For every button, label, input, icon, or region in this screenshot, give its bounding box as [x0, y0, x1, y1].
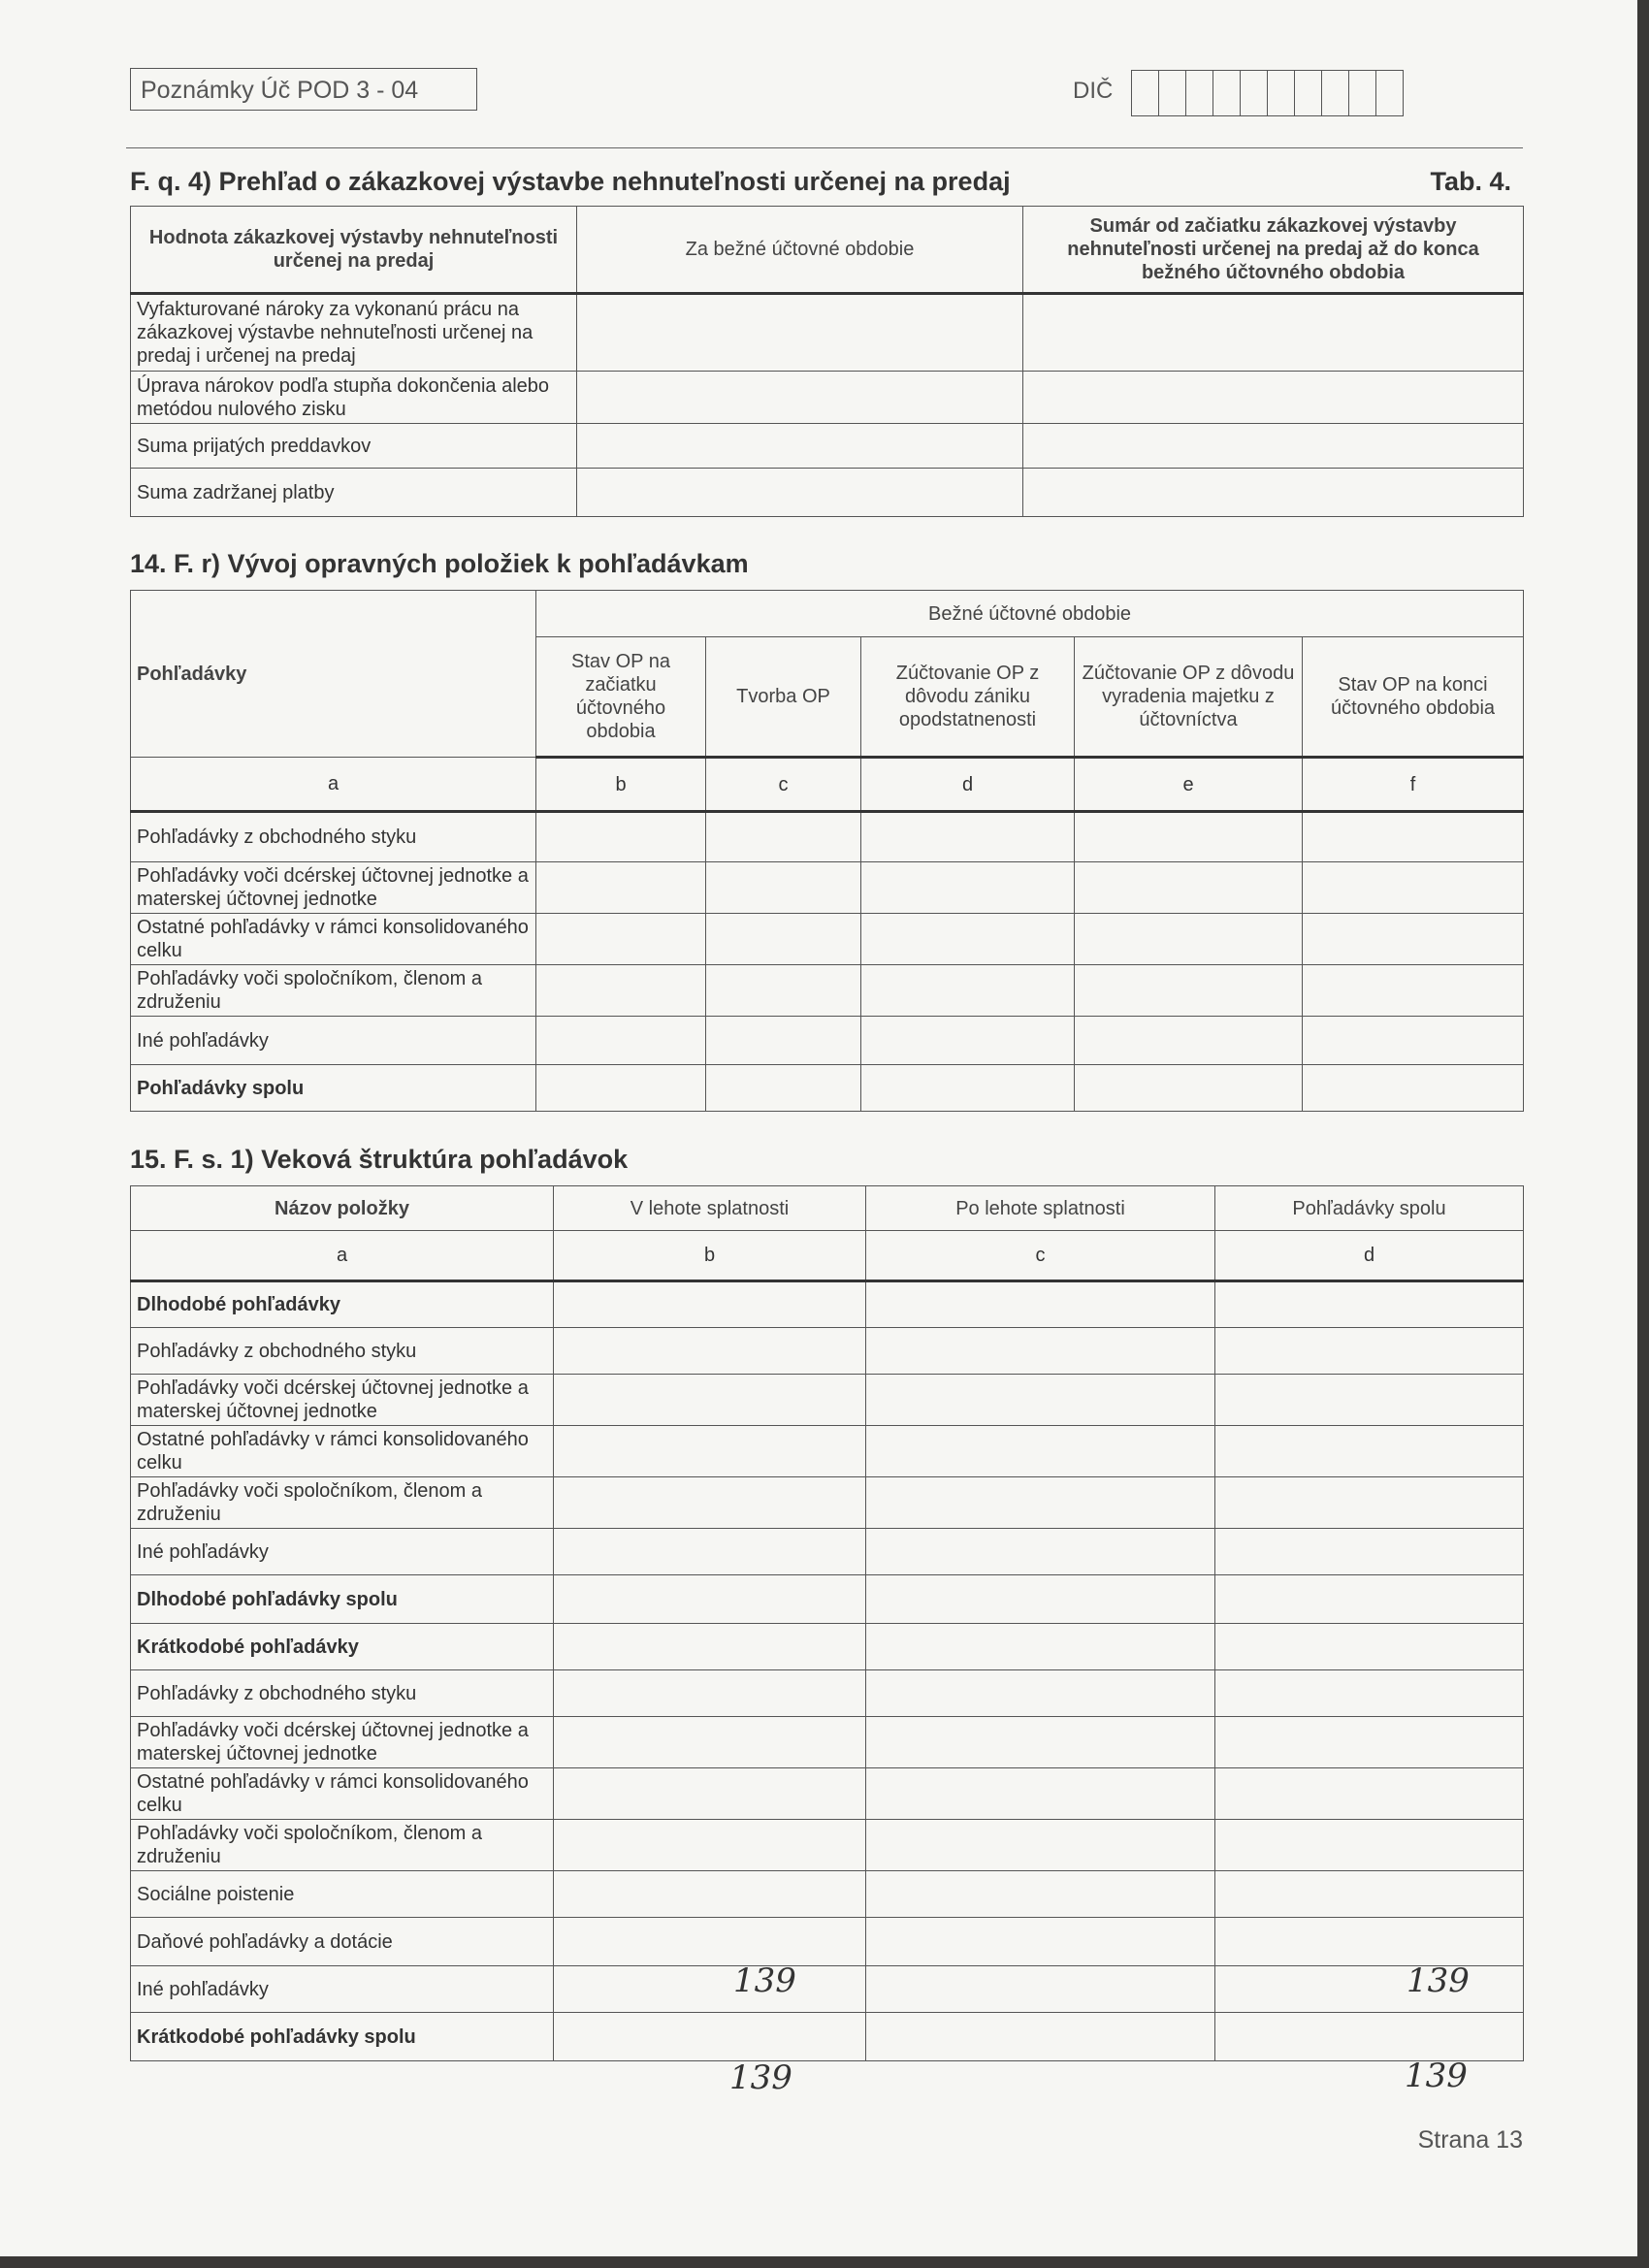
- col-header-settlement-disposal: Zúčtovanie OP z dôvodu vyradenia majetku z účtovníctva: [1075, 637, 1303, 758]
- letter-c: c: [706, 758, 861, 812]
- input-cell[interactable]: [866, 1281, 1215, 1328]
- input-cell[interactable]: [1215, 1426, 1524, 1477]
- input-cell[interactable]: [861, 1065, 1075, 1112]
- input-cell[interactable]: [1215, 1768, 1524, 1820]
- input-cell[interactable]: [536, 812, 706, 862]
- col-header-value: Hodnota zákazkovej výstavby nehnuteľnosti určenej na predaj: [131, 207, 577, 294]
- input-cell[interactable]: [866, 1820, 1215, 1871]
- letter-f: f: [1303, 758, 1524, 812]
- col-header-creation: Tvorba OP: [706, 637, 861, 758]
- input-cell[interactable]: [1215, 1918, 1524, 1966]
- row-label: Pohľadávky voči spoločníkom, členom a združeniu: [131, 1820, 554, 1871]
- input-cell[interactable]: [866, 1328, 1215, 1375]
- row-label: Vyfakturované nároky za vykonanú prácu na zákazkovej výstavbe nehnuteľnosti určenej na predaj i určenej na predaj: [131, 294, 577, 372]
- input-cell[interactable]: [866, 1529, 1215, 1575]
- dic-input-cells[interactable]: [1131, 70, 1404, 116]
- letter-b: b: [536, 758, 706, 812]
- input-cell[interactable]: [706, 965, 861, 1017]
- row-label: Ostatné pohľadávky v rámci konsolidovaného celku: [131, 1768, 554, 1820]
- form-code-box: Poznámky Úč POD 3 - 04: [130, 68, 477, 111]
- letter-c: c: [866, 1231, 1215, 1281]
- input-cell[interactable]: [1075, 1065, 1303, 1112]
- handwritten-tax-total: 139: [1406, 1961, 1470, 2000]
- row-label: Úprava nárokov podľa stupňa dokončenia alebo metódou nulového zisku: [131, 372, 577, 424]
- input-cell[interactable]: [866, 1575, 1215, 1624]
- row-label: Pohľadávky voči dcérskej účtovnej jednotke a materskej účtovnej jednotke: [131, 1375, 554, 1426]
- row-label: Sociálne poistenie: [131, 1871, 554, 1918]
- input-cell[interactable]: [1215, 1477, 1524, 1529]
- letter-e: e: [1075, 758, 1303, 812]
- input-cell[interactable]: [861, 914, 1075, 965]
- col-header-current: Za bežné účtovné obdobie: [577, 207, 1023, 294]
- row-label: Iné pohľadávky: [131, 1966, 554, 2013]
- input-cell[interactable]: [866, 2013, 1215, 2061]
- input-cell[interactable]: [554, 1426, 866, 1477]
- col-header-receivables: Pohľadávky: [131, 591, 536, 758]
- input-cell[interactable]: [1075, 914, 1303, 965]
- col-header-in-term: V lehote splatnosti: [554, 1186, 866, 1231]
- row-label: Suma prijatých preddavkov: [131, 424, 577, 469]
- input-cell[interactable]: [706, 862, 861, 914]
- input-cell[interactable]: [1075, 965, 1303, 1017]
- tab-reference: Tab. 4.: [1430, 167, 1511, 196]
- input-cell[interactable]: [706, 1065, 861, 1112]
- page-number: Strana 13: [1417, 2126, 1523, 2154]
- input-cell[interactable]: [1215, 1966, 1524, 2013]
- row-label: Pohľadávky voči dcérskej účtovnej jednotke a materskej účtovnej jednotke: [131, 1717, 554, 1768]
- input-cell[interactable]: [1215, 1328, 1524, 1375]
- input-cell[interactable]: [554, 1918, 866, 1966]
- input-cell[interactable]: [866, 1426, 1215, 1477]
- input-cell[interactable]: [536, 1017, 706, 1065]
- input-cell[interactable]: [1215, 1820, 1524, 1871]
- letter-b: b: [554, 1231, 866, 1281]
- row-label: Daňové pohľadávky a dotácie: [131, 1918, 554, 1966]
- input-cell[interactable]: [554, 1575, 866, 1624]
- input-cell[interactable]: [536, 862, 706, 914]
- handwritten-tax-in-term: 139: [733, 1961, 796, 2000]
- row-label-short-total: Krátkodobé pohľadávky spolu: [131, 2013, 554, 2061]
- input-cell[interactable]: [554, 1281, 866, 1328]
- input-cell[interactable]: [866, 1966, 1215, 2013]
- input-cell[interactable]: [1215, 1871, 1524, 1918]
- row-label: Ostatné pohľadávky v rámci konsolidovaného celku: [131, 1426, 554, 1477]
- letter-a: a: [131, 758, 536, 812]
- input-cell[interactable]: [866, 1768, 1215, 1820]
- input-cell[interactable]: [554, 1477, 866, 1529]
- input-cell[interactable]: [1023, 469, 1524, 517]
- input-cell[interactable]: [554, 1966, 866, 2013]
- col-header-settlement-expiry: Zúčtovanie OP z dôvodu zániku opodstatnenosti: [861, 637, 1075, 758]
- input-cell[interactable]: [536, 965, 706, 1017]
- input-cell[interactable]: [861, 862, 1075, 914]
- group-label-long: Dlhodobé pohľadávky: [131, 1281, 554, 1328]
- input-cell[interactable]: [1075, 812, 1303, 862]
- input-cell[interactable]: [554, 1717, 866, 1768]
- input-cell[interactable]: [866, 1375, 1215, 1426]
- row-label: Ostatné pohľadávky v rámci konsolidovaného celku: [131, 914, 536, 965]
- input-cell[interactable]: [706, 1017, 861, 1065]
- input-cell[interactable]: [1215, 1529, 1524, 1575]
- input-cell[interactable]: [554, 1871, 866, 1918]
- input-cell[interactable]: [554, 1670, 866, 1717]
- row-label: Pohľadávky voči dcérskej účtovnej jednotke a materskej účtovnej jednotke: [131, 862, 536, 914]
- input-cell[interactable]: [866, 1624, 1215, 1670]
- col-header-start: Stav OP na začiatku účtovného obdobia: [536, 637, 706, 758]
- row-label: Pohľadávky voči spoločníkom, členom a združeniu: [131, 965, 536, 1017]
- input-cell[interactable]: [577, 294, 1023, 372]
- col-header-total: Pohľadávky spolu: [1215, 1186, 1524, 1231]
- col-header-end: Stav OP na konci účtovného obdobia: [1303, 637, 1524, 758]
- section-14-title: 14. F. r) Vývoj opravných položiek k pohľadávkam: [130, 549, 749, 578]
- letter-d: d: [1215, 1231, 1524, 1281]
- row-label: Iné pohľadávky: [131, 1529, 554, 1575]
- row-label: Pohľadávky voči spoločníkom, členom a združeniu: [131, 1477, 554, 1529]
- input-cell[interactable]: [1075, 862, 1303, 914]
- row-label-total: Pohľadávky spolu: [131, 1065, 536, 1112]
- input-cell[interactable]: [1303, 914, 1524, 965]
- input-cell[interactable]: [554, 1375, 866, 1426]
- section-15-title: 15. F. s. 1) Veková štruktúra pohľadávok: [130, 1145, 629, 1174]
- input-cell[interactable]: [577, 469, 1023, 517]
- section-fq4-title: F. q. 4) Prehľad o zákazkovej výstavbe nehnuteľnosti určenej na predaj: [130, 167, 1011, 196]
- input-cell[interactable]: [1303, 1065, 1524, 1112]
- row-label: Suma zadržanej platby: [131, 469, 577, 517]
- col-header-cumulative: Sumár od začiatku zákazkovej výstavby nehnuteľnosti určenej na predaj až do konca bežného účtovného obdobia: [1023, 207, 1524, 294]
- input-cell[interactable]: [1303, 1017, 1524, 1065]
- input-cell[interactable]: [1215, 1575, 1524, 1624]
- input-cell[interactable]: [1215, 1375, 1524, 1426]
- input-cell[interactable]: [861, 1017, 1075, 1065]
- input-cell[interactable]: [866, 1477, 1215, 1529]
- input-cell[interactable]: [1303, 812, 1524, 862]
- col-header-item: Názov položky: [131, 1186, 554, 1231]
- input-cell[interactable]: [866, 1918, 1215, 1966]
- input-cell[interactable]: [1215, 1624, 1524, 1670]
- handwritten-short-total-in-term: 139: [729, 2058, 792, 2097]
- input-cell[interactable]: [1215, 2013, 1524, 2061]
- input-cell[interactable]: [577, 424, 1023, 469]
- header-divider: [126, 147, 1523, 148]
- row-label: Iné pohľadávky: [131, 1017, 536, 1065]
- letter-a: a: [131, 1231, 554, 1281]
- input-cell[interactable]: [577, 372, 1023, 424]
- input-cell[interactable]: [1303, 965, 1524, 1017]
- input-cell[interactable]: [554, 2013, 866, 2061]
- input-cell[interactable]: [1075, 1017, 1303, 1065]
- col-header-overdue: Po lehote splatnosti: [866, 1186, 1215, 1231]
- input-cell[interactable]: [1023, 294, 1524, 372]
- group-label-short: Krátkodobé pohľadávky: [131, 1624, 554, 1670]
- input-cell[interactable]: [1215, 1717, 1524, 1768]
- table-allowances: [130, 590, 1524, 1112]
- group-header-period: Bežné účtovné obdobie: [536, 591, 1524, 637]
- input-cell[interactable]: [554, 1820, 866, 1871]
- input-cell[interactable]: [866, 1670, 1215, 1717]
- table-aging: [130, 1185, 1524, 2061]
- input-cell[interactable]: [554, 1328, 866, 1375]
- input-cell[interactable]: [866, 1871, 1215, 1918]
- input-cell[interactable]: [861, 812, 1075, 862]
- table-construction: [130, 206, 1524, 517]
- input-cell[interactable]: [706, 914, 861, 965]
- row-label: Pohľadávky z obchodného styku: [131, 1328, 554, 1375]
- dic-label: DIČ: [1073, 78, 1114, 104]
- row-label: Pohľadávky z obchodného styku: [131, 812, 536, 862]
- input-cell[interactable]: [861, 965, 1075, 1017]
- input-cell[interactable]: [1215, 1670, 1524, 1717]
- input-cell[interactable]: [1215, 1281, 1524, 1328]
- input-cell[interactable]: [1023, 372, 1524, 424]
- row-label-long-total: Dlhodobé pohľadávky spolu: [131, 1575, 554, 1624]
- row-label: Pohľadávky z obchodného styku: [131, 1670, 554, 1717]
- input-cell[interactable]: [1303, 862, 1524, 914]
- input-cell[interactable]: [866, 1717, 1215, 1768]
- letter-d: d: [861, 758, 1075, 812]
- handwritten-short-total-total: 139: [1405, 2057, 1468, 2095]
- input-cell[interactable]: [554, 1529, 866, 1575]
- input-cell[interactable]: [536, 1065, 706, 1112]
- input-cell[interactable]: [1023, 424, 1524, 469]
- input-cell[interactable]: [706, 812, 861, 862]
- input-cell[interactable]: [554, 1624, 866, 1670]
- input-cell[interactable]: [536, 914, 706, 965]
- input-cell[interactable]: [554, 1768, 866, 1820]
